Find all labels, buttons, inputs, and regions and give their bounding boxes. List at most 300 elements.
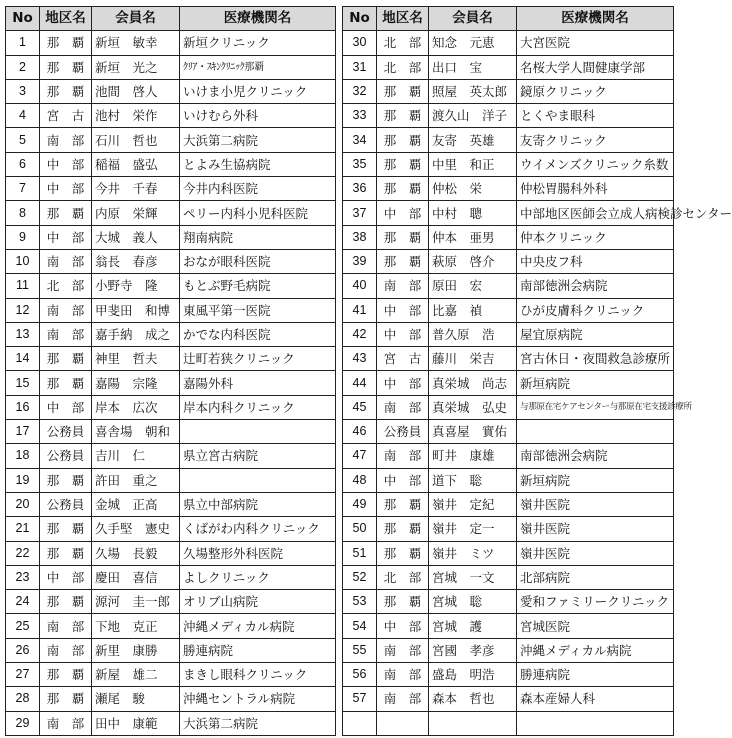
- header-district: 地区名: [377, 7, 429, 31]
- cell-no: 18: [6, 444, 40, 468]
- cell-no: 20: [6, 492, 40, 516]
- cell-no: 31: [343, 55, 377, 79]
- cell-no: 14: [6, 347, 40, 371]
- header-district: 地区名: [40, 7, 92, 31]
- table-row: [343, 55, 674, 79]
- cell-no: 8: [6, 201, 40, 225]
- table-row: [6, 541, 336, 565]
- table-row: [343, 541, 674, 565]
- table-row: [6, 322, 336, 346]
- cell-member: 源河 圭一郎: [92, 590, 180, 614]
- cell-no: 44: [343, 371, 377, 395]
- cell-member: 翁長 春彦: [92, 249, 180, 273]
- cell-district: 北 部: [377, 565, 429, 589]
- cell-institution: 宮古休日・夜間救急診療所: [517, 347, 674, 371]
- table-row: [6, 468, 336, 492]
- cell-no: 17: [6, 420, 40, 444]
- cell-no: 34: [343, 128, 377, 152]
- header-institution: 医療機関名: [517, 7, 674, 31]
- cell-district: 那 覇: [40, 663, 92, 687]
- cell-district: 南 部: [40, 638, 92, 662]
- cell-institution: 嶺井医院: [517, 541, 674, 565]
- cell-institution: 嶺井医院: [517, 492, 674, 516]
- cell-district: 那 覇: [40, 468, 92, 492]
- cell-district: 南 部: [40, 322, 92, 346]
- cell-institution: 鏡原クリニック: [517, 79, 674, 103]
- cell-institution: [517, 420, 674, 444]
- cell-member: 嶺井 定紀: [429, 492, 517, 516]
- table-row: [6, 274, 336, 298]
- cell-institution: 中央皮フ科: [517, 249, 674, 273]
- cell-member: 中村 聰: [429, 201, 517, 225]
- cell-member: 宮國 孝彦: [429, 638, 517, 662]
- cell-institution: とくやま眼科: [517, 104, 674, 128]
- cell-institution: くばがわ内科クリニック: [180, 517, 336, 541]
- cell-district: 南 部: [377, 395, 429, 419]
- table-row: [343, 298, 674, 322]
- cell-institution: とよみ生協病院: [180, 152, 336, 176]
- table-row: [6, 225, 336, 249]
- cell-member: 中里 和正: [429, 152, 517, 176]
- cell-no: 33: [343, 104, 377, 128]
- header-row: [6, 7, 336, 31]
- cell-no: 16: [6, 395, 40, 419]
- cell-institution: 大浜第二病院: [180, 711, 336, 735]
- cell-institution: [517, 711, 674, 735]
- cell-institution: 今井内科医院: [180, 177, 336, 201]
- cell-institution: 嶺井医院: [517, 517, 674, 541]
- table-row: [343, 590, 674, 614]
- cell-no: 23: [6, 565, 40, 589]
- cell-institution: 沖縄メディカル病院: [180, 614, 336, 638]
- cell-member: 盛島 明浩: [429, 663, 517, 687]
- header-no: No: [6, 7, 40, 31]
- cell-institution: 北部病院: [517, 565, 674, 589]
- header-no: No: [343, 7, 377, 31]
- cell-district: 那 覇: [377, 492, 429, 516]
- cell-district: 那 覇: [40, 201, 92, 225]
- cell-district: 中 部: [40, 177, 92, 201]
- cell-member: 慶田 喜信: [92, 565, 180, 589]
- cell-institution: 新垣クリニック: [180, 31, 336, 55]
- cell-institution: 仲松胃腸科外科: [517, 177, 674, 201]
- cell-district: 中 部: [377, 614, 429, 638]
- table-row: [343, 274, 674, 298]
- cell-institution: 友寄クリニック: [517, 128, 674, 152]
- cell-institution: 久場整形外科医院: [180, 541, 336, 565]
- cell-institution: 翔南病院: [180, 225, 336, 249]
- cell-member: 池間 啓人: [92, 79, 180, 103]
- cell-institution: 宮城医院: [517, 614, 674, 638]
- cell-institution: [180, 420, 336, 444]
- table-row: [6, 590, 336, 614]
- cell-district: 中 部: [377, 468, 429, 492]
- table-row: [6, 347, 336, 371]
- cell-member: 稲福 盛弘: [92, 152, 180, 176]
- table-row: [343, 128, 674, 152]
- cell-district: 南 部: [377, 687, 429, 711]
- cell-institution: 大宮医院: [517, 31, 674, 55]
- cell-member: 新里 康勝: [92, 638, 180, 662]
- cell-no: 25: [6, 614, 40, 638]
- table-row: [343, 31, 674, 55]
- cell-no: 7: [6, 177, 40, 201]
- table-row: [343, 79, 674, 103]
- cell-institution: [180, 468, 336, 492]
- cell-district: 中 部: [40, 565, 92, 589]
- cell-no: 5: [6, 128, 40, 152]
- cell-district: 南 部: [40, 249, 92, 273]
- cell-institution: 県立中部病院: [180, 492, 336, 516]
- cell-no: 40: [343, 274, 377, 298]
- cell-district: 北 部: [377, 55, 429, 79]
- cell-institution: 新垣病院: [517, 468, 674, 492]
- cell-member: 瀬尾 駿: [92, 687, 180, 711]
- cell-district: 南 部: [377, 663, 429, 687]
- table-row: [6, 177, 336, 201]
- table-row: [343, 177, 674, 201]
- cell-institution: ｸﾘｱ・ｽｷﾝｸﾘﾆｯｸ那覇: [180, 55, 336, 79]
- table-row: [6, 55, 336, 79]
- cell-member: 久場 長毅: [92, 541, 180, 565]
- cell-no: 38: [343, 225, 377, 249]
- header-member: 会員名: [92, 7, 180, 31]
- cell-member: 嶺井 ミツ: [429, 541, 517, 565]
- cell-no: 46: [343, 420, 377, 444]
- cell-no: 57: [343, 687, 377, 711]
- cell-institution: 仲本クリニック: [517, 225, 674, 249]
- cell-district: 那 覇: [40, 371, 92, 395]
- cell-member: 真喜屋 實佑: [429, 420, 517, 444]
- cell-member: 普久原 浩: [429, 322, 517, 346]
- cell-district: 公務員: [40, 420, 92, 444]
- cell-no: [343, 711, 377, 735]
- cell-district: 南 部: [40, 711, 92, 735]
- cell-member: 新屋 雄二: [92, 663, 180, 687]
- cell-district: 那 覇: [40, 347, 92, 371]
- table-row: [6, 395, 336, 419]
- cell-district: 北 部: [40, 274, 92, 298]
- cell-institution: 愛和ファミリークリニック: [517, 590, 674, 614]
- cell-institution: まきし眼科クリニック: [180, 663, 336, 687]
- cell-no: 36: [343, 177, 377, 201]
- table-row: [6, 128, 336, 152]
- cell-member: 比嘉 禎: [429, 298, 517, 322]
- cell-institution: 勝連病院: [180, 638, 336, 662]
- cell-no: 21: [6, 517, 40, 541]
- table-row: [6, 152, 336, 176]
- cell-institution: 南部徳洲会病院: [517, 444, 674, 468]
- cell-member: 内原 栄輝: [92, 201, 180, 225]
- cell-member: 真栄城 弘史: [429, 395, 517, 419]
- cell-institution: ペリー内科小児科医院: [180, 201, 336, 225]
- cell-institution: 中部地区医師会立成人病検診センター: [517, 201, 674, 225]
- cell-member: 池村 栄作: [92, 104, 180, 128]
- cell-institution: かでな内科医院: [180, 322, 336, 346]
- roster-table-left: [5, 6, 336, 736]
- table-row: [6, 711, 336, 735]
- cell-no: 28: [6, 687, 40, 711]
- cell-no: 45: [343, 395, 377, 419]
- cell-no: 50: [343, 517, 377, 541]
- cell-no: 9: [6, 225, 40, 249]
- cell-member: 吉川 仁: [92, 444, 180, 468]
- table-row: [343, 395, 674, 419]
- cell-no: 11: [6, 274, 40, 298]
- cell-institution: 与那原在宅ケアセンター与那原在宅支援診療所: [517, 395, 674, 419]
- cell-member: 喜舎場 朝和: [92, 420, 180, 444]
- cell-institution: よしクリニック: [180, 565, 336, 589]
- cell-district: 宮 古: [377, 347, 429, 371]
- cell-member: 金城 正高: [92, 492, 180, 516]
- table-row: [6, 79, 336, 103]
- cell-district: 中 部: [40, 225, 92, 249]
- table-row: [343, 152, 674, 176]
- cell-district: 那 覇: [40, 79, 92, 103]
- roster-table-right: [342, 6, 732, 736]
- cell-district: 那 覇: [40, 55, 92, 79]
- cell-no: 4: [6, 104, 40, 128]
- cell-no: 1: [6, 31, 40, 55]
- cell-no: 41: [343, 298, 377, 322]
- cell-no: 51: [343, 541, 377, 565]
- cell-member: 嶺井 定一: [429, 517, 517, 541]
- cell-institution: 東風平第一医院: [180, 298, 336, 322]
- cell-institution: ウイメンズクリニック糸数: [517, 152, 674, 176]
- cell-no: 26: [6, 638, 40, 662]
- cell-no: 48: [343, 468, 377, 492]
- table-row: [343, 663, 674, 687]
- table-row: [343, 444, 674, 468]
- cell-member: [429, 711, 517, 735]
- cell-no: 22: [6, 541, 40, 565]
- cell-institution: いけま小児クリニック: [180, 79, 336, 103]
- cell-member: 宮城 一文: [429, 565, 517, 589]
- header-institution: 医療機関名: [180, 7, 336, 31]
- cell-institution: 名桜大学人間健康学部: [517, 55, 674, 79]
- cell-institution: 勝連病院: [517, 663, 674, 687]
- cell-member: 宮城 護: [429, 614, 517, 638]
- cell-district: 公務員: [377, 420, 429, 444]
- table-row: [343, 104, 674, 128]
- cell-member: 宮城 聡: [429, 590, 517, 614]
- cell-member: 渡久山 洋子: [429, 104, 517, 128]
- cell-member: 石川 哲也: [92, 128, 180, 152]
- cell-no: 37: [343, 201, 377, 225]
- cell-member: 甲斐田 和博: [92, 298, 180, 322]
- table-row: [6, 565, 336, 589]
- cell-member: 出口 宝: [429, 55, 517, 79]
- cell-institution: 岸本内科クリニック: [180, 395, 336, 419]
- cell-member: 仲松 栄: [429, 177, 517, 201]
- cell-no: 39: [343, 249, 377, 273]
- cell-member: 下地 克正: [92, 614, 180, 638]
- cell-district: 宮 古: [40, 104, 92, 128]
- table-row: [6, 420, 336, 444]
- cell-institution: 沖縄メディカル病院: [517, 638, 674, 662]
- cell-member: 森本 哲也: [429, 687, 517, 711]
- cell-member: 久手堅 憲史: [92, 517, 180, 541]
- cell-no: 6: [6, 152, 40, 176]
- table-row: [6, 104, 336, 128]
- table-row: [6, 492, 336, 516]
- cell-institution: ひが皮膚科クリニック: [517, 298, 674, 322]
- cell-no: 35: [343, 152, 377, 176]
- cell-district: 中 部: [377, 322, 429, 346]
- cell-member: 神里 哲夫: [92, 347, 180, 371]
- cell-institution: 南部徳洲会病院: [517, 274, 674, 298]
- table-row: [343, 201, 674, 225]
- cell-district: 那 覇: [377, 541, 429, 565]
- cell-district: 那 覇: [40, 517, 92, 541]
- cell-member: 照屋 英太郎: [429, 79, 517, 103]
- cell-no: 30: [343, 31, 377, 55]
- cell-member: 嘉手納 成之: [92, 322, 180, 346]
- cell-institution: 屋宜原病院: [517, 322, 674, 346]
- table-row: [6, 371, 336, 395]
- cell-member: 仲本 亜男: [429, 225, 517, 249]
- cell-member: 今井 千春: [92, 177, 180, 201]
- cell-district: 公務員: [40, 492, 92, 516]
- cell-institution: 沖縄セントラル病院: [180, 687, 336, 711]
- cell-no: 43: [343, 347, 377, 371]
- cell-district: 那 覇: [40, 687, 92, 711]
- cell-no: 2: [6, 55, 40, 79]
- cell-district: 公務員: [40, 444, 92, 468]
- cell-district: 那 覇: [40, 31, 92, 55]
- cell-no: 13: [6, 322, 40, 346]
- table-row: [6, 687, 336, 711]
- cell-no: 19: [6, 468, 40, 492]
- cell-district: 中 部: [377, 201, 429, 225]
- cell-district: 那 覇: [377, 79, 429, 103]
- table-row: [343, 492, 674, 516]
- cell-district: 南 部: [40, 614, 92, 638]
- cell-member: 萩原 啓介: [429, 249, 517, 273]
- table-row: [343, 614, 674, 638]
- cell-institution: 森本産婦人科: [517, 687, 674, 711]
- table-row: [343, 687, 674, 711]
- cell-institution: もとぶ野毛病院: [180, 274, 336, 298]
- cell-no: 12: [6, 298, 40, 322]
- cell-no: 49: [343, 492, 377, 516]
- cell-institution: 嘉陽外科: [180, 371, 336, 395]
- cell-district: 南 部: [377, 444, 429, 468]
- cell-member: 小野寺 隆: [92, 274, 180, 298]
- header-member: 会員名: [429, 7, 517, 31]
- cell-institution: 辻町若狭クリニック: [180, 347, 336, 371]
- cell-member: 田中 康範: [92, 711, 180, 735]
- table-row: [6, 444, 336, 468]
- cell-district: [377, 711, 429, 735]
- table-row: [343, 565, 674, 589]
- table-row: [6, 663, 336, 687]
- cell-no: 54: [343, 614, 377, 638]
- cell-district: 那 覇: [377, 177, 429, 201]
- cell-no: 10: [6, 249, 40, 273]
- table-row: [343, 420, 674, 444]
- cell-district: 那 覇: [377, 152, 429, 176]
- cell-no: 42: [343, 322, 377, 346]
- table-row: [343, 517, 674, 541]
- cell-institution: 県立宮古病院: [180, 444, 336, 468]
- cell-member: 藤川 栄吉: [429, 347, 517, 371]
- table-row: [343, 322, 674, 346]
- cell-district: 那 覇: [377, 517, 429, 541]
- cell-institution: おなが眼科医院: [180, 249, 336, 273]
- cell-member: 知念 元恵: [429, 31, 517, 55]
- cell-no: 29: [6, 711, 40, 735]
- cell-district: 那 覇: [40, 541, 92, 565]
- cell-member: 新垣 光之: [92, 55, 180, 79]
- cell-no: 52: [343, 565, 377, 589]
- cell-member: 許田 重之: [92, 468, 180, 492]
- cell-member: 真栄城 尚志: [429, 371, 517, 395]
- cell-district: 那 覇: [377, 225, 429, 249]
- cell-member: 道下 聡: [429, 468, 517, 492]
- cell-institution: 新垣病院: [517, 371, 674, 395]
- cell-institution: いけむら外科: [180, 104, 336, 128]
- cell-district: 南 部: [40, 298, 92, 322]
- cell-district: 那 覇: [377, 128, 429, 152]
- cell-district: 中 部: [377, 298, 429, 322]
- cell-member: 原田 宏: [429, 274, 517, 298]
- cell-district: 那 覇: [377, 104, 429, 128]
- cell-district: 中 部: [40, 152, 92, 176]
- cell-no: 32: [343, 79, 377, 103]
- cell-institution: オリブ山病院: [180, 590, 336, 614]
- cell-no: 56: [343, 663, 377, 687]
- cell-district: 南 部: [40, 128, 92, 152]
- cell-district: 那 覇: [377, 590, 429, 614]
- cell-no: 27: [6, 663, 40, 687]
- header-row: [343, 7, 674, 31]
- cell-district: 南 部: [377, 274, 429, 298]
- table-row: [343, 225, 674, 249]
- table-row: [343, 638, 674, 662]
- cell-district: 北 部: [377, 31, 429, 55]
- table-row: [6, 201, 336, 225]
- cell-member: 嘉陽 宗隆: [92, 371, 180, 395]
- cell-member: 友寄 英雄: [429, 128, 517, 152]
- cell-district: 南 部: [377, 638, 429, 662]
- cell-member: 新垣 敏幸: [92, 31, 180, 55]
- cell-member: 岸本 広次: [92, 395, 180, 419]
- table-row: [6, 614, 336, 638]
- cell-district: 那 覇: [377, 249, 429, 273]
- cell-institution: 大浜第二病院: [180, 128, 336, 152]
- cell-no: 47: [343, 444, 377, 468]
- cell-member: 町井 康雄: [429, 444, 517, 468]
- table-row: [6, 298, 336, 322]
- table-row: [343, 249, 674, 273]
- table-row: [6, 517, 336, 541]
- cell-no: 24: [6, 590, 40, 614]
- cell-member: 大城 義人: [92, 225, 180, 249]
- table-row: [6, 249, 336, 273]
- cell-no: 53: [343, 590, 377, 614]
- table-row: [343, 371, 674, 395]
- table-row: [6, 638, 336, 662]
- cell-no: 15: [6, 371, 40, 395]
- cell-district: 那 覇: [40, 590, 92, 614]
- table-row: [343, 347, 674, 371]
- table-row: [343, 468, 674, 492]
- table-row: [343, 711, 674, 735]
- cell-district: 中 部: [40, 395, 92, 419]
- cell-no: 3: [6, 79, 40, 103]
- cell-no: 55: [343, 638, 377, 662]
